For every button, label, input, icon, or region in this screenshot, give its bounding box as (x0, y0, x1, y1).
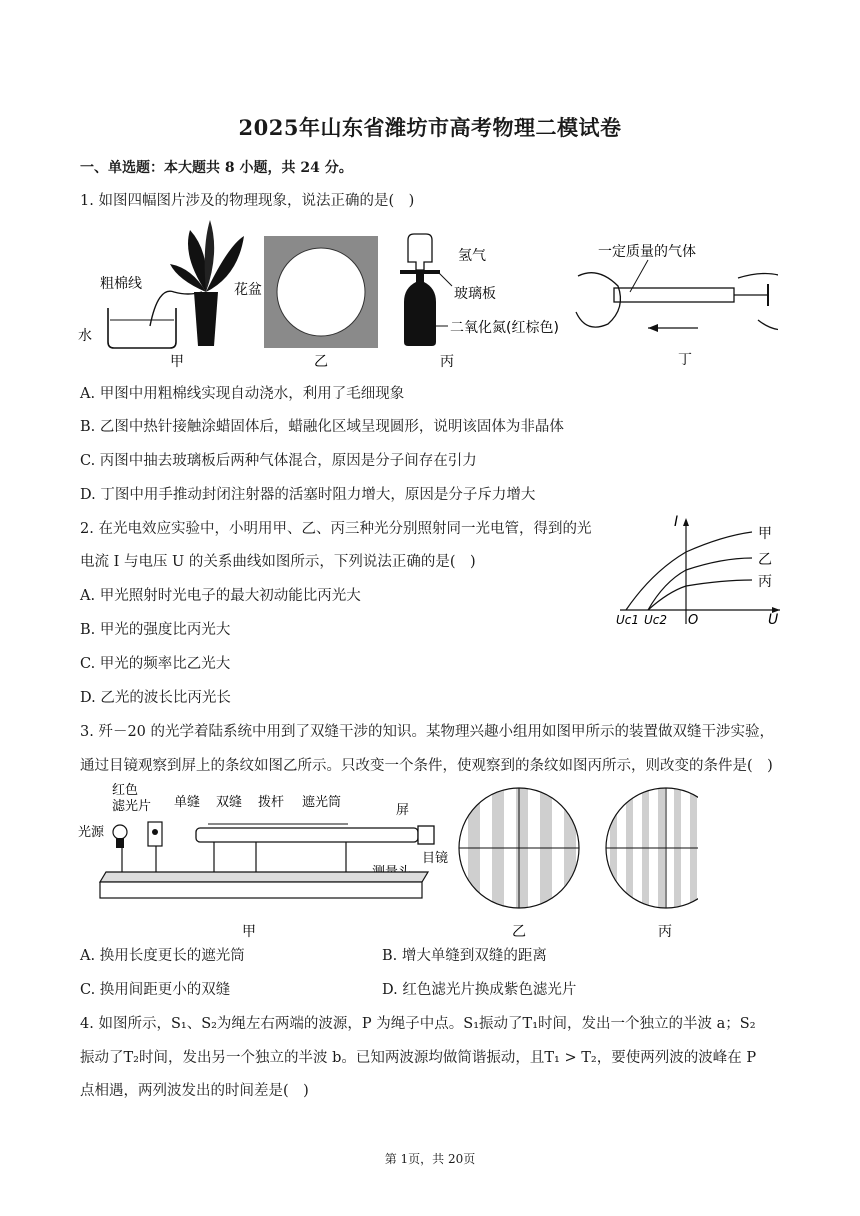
label-yi: 乙 (314, 354, 328, 370)
q1-figure (78, 216, 778, 374)
q1-stem: 1. 如图四幅图片涉及的物理现象，说法正确的是( ) (80, 193, 415, 209)
label-cotton: 粗棉线 (100, 276, 142, 292)
label-screen: 屏 (396, 803, 410, 818)
q1-option-a: A. 甲图中用粗棉线实现自动浇水，利用了毛细现象 (80, 386, 405, 402)
graph-uc2: Uc2 (644, 613, 668, 627)
q2-option-a: A. 甲光照射时光电子的最大初动能比丙光大 (80, 588, 361, 604)
q3-option-a: A. 换用长度更长的遮光筒 (80, 948, 245, 964)
figure-yi-fringes (458, 788, 580, 940)
q3-stem-2: 通过目镜观察到屏上的条纹如图乙所示。只改变一个条件，使观察到的条纹如图丙所示，则改变的条件是( ) (80, 758, 773, 774)
graph-curve-yi: 乙 (758, 552, 772, 568)
q3-stem-1: 3. 歼－20 的光学着陆系统中用到了双缝干涉的知识。某物理兴趣小组用如图甲所示的装置做双缝干涉实验， (80, 724, 774, 740)
label-fig3-yi: 乙 (512, 924, 526, 940)
label-jia: 甲 (170, 354, 184, 370)
figure-jia-apparatus (78, 783, 448, 940)
q2-option-c: C. 甲光的频率比乙光大 (80, 656, 231, 672)
page-footer: 第 1页，共 20页 (384, 1152, 476, 1166)
label-ding: 丁 (678, 352, 692, 368)
q3-figure (78, 778, 698, 940)
label-fig3-bing: 丙 (658, 924, 672, 940)
figure-bing-fringes (605, 788, 698, 940)
q1-option-d: D. 丁图中用手推动封闭注射器的活塞时阻力增大，原因是分子斥力增大 (80, 487, 536, 503)
label-tube: 遮光筒 (302, 795, 342, 810)
graph-ylabel: I (674, 514, 679, 530)
graph-curve-jia: 甲 (758, 526, 772, 542)
figure-bing (400, 234, 559, 370)
label-single-slit: 单缝 (174, 795, 201, 810)
graph-uc1: Uc1 (616, 613, 640, 627)
q4-stem-2: 振动了T₂时间，发出另一个独立的半波 b。已知两波源均做简谐振动，且T₁ > T₂，要使两列波的波峰在 P (80, 1050, 757, 1066)
label-red-1: 红色 (112, 783, 139, 798)
q2-stem-1: 2. 在光电效应实验中，小明用甲、乙、丙三种光分别照射同一光电管，得到的光 (80, 521, 592, 537)
q2-option-d: D. 乙光的波长比丙光长 (80, 690, 231, 706)
graph-xlabel: U (768, 612, 779, 628)
q3-option-b: B. 增大单缝到双缝的距离 (382, 948, 547, 964)
label-red-2: 滤光片 (112, 799, 152, 814)
page-title: 2025年山东省潍坊市高考物理二模试卷 (238, 115, 622, 140)
label-eyepiece: 目镜 (422, 851, 449, 866)
label-bing: 丙 (440, 354, 454, 370)
q3-option-d: D. 红色滤光片换成紫色滤光片 (382, 982, 577, 998)
label-glass: 玻璃板 (454, 286, 496, 302)
q4-stem-3: 点相遇，两列波发出的时间差是( ) (80, 1083, 309, 1099)
label-lever: 拨杆 (258, 795, 285, 810)
section-heading: 一、单选题：本大题共 8 小题，共 24 分。 (80, 160, 353, 176)
q1-option-b: B. 乙图中热针接触涂蜡固体后，蜡融化区域呈现圆形，说明该固体为非晶体 (80, 419, 564, 435)
label-fig3-jia: 甲 (242, 924, 256, 940)
label-no2: 二氧化氮(红棕色) (450, 320, 559, 336)
graph-origin: O (688, 613, 699, 628)
q3-option-c: C. 换用间距更小的双缝 (80, 982, 231, 998)
label-pot: 花盆 (234, 282, 262, 298)
q2-graph (612, 512, 788, 630)
label-source: 光源 (78, 825, 105, 840)
q2-stem-2: 电流 I 与电压 U 的关系曲线如图所示，下列说法正确的是( ) (80, 554, 476, 570)
q1-option-c: C. 丙图中抽去玻璃板后两种气体混合，原因是分子间存在引力 (80, 453, 477, 469)
graph-curve-bing: 丙 (758, 574, 772, 590)
figure-ding (576, 243, 778, 368)
q2-option-b: B. 甲光的强度比丙光大 (80, 622, 231, 638)
label-hydrogen: 氢气 (458, 248, 486, 264)
figure-jia (78, 220, 262, 370)
q4-stem-1: 4. 如图所示，S₁、S₂为绳左右两端的波源，P 为绳子中点。S₁振动了T₁时间，发出一个独立的半波 a；S₂ (80, 1016, 756, 1032)
label-double-slit: 双缝 (216, 795, 243, 810)
figure-yi (264, 236, 378, 370)
label-water: 水 (78, 328, 92, 344)
label-gas: 一定质量的气体 (598, 244, 696, 260)
